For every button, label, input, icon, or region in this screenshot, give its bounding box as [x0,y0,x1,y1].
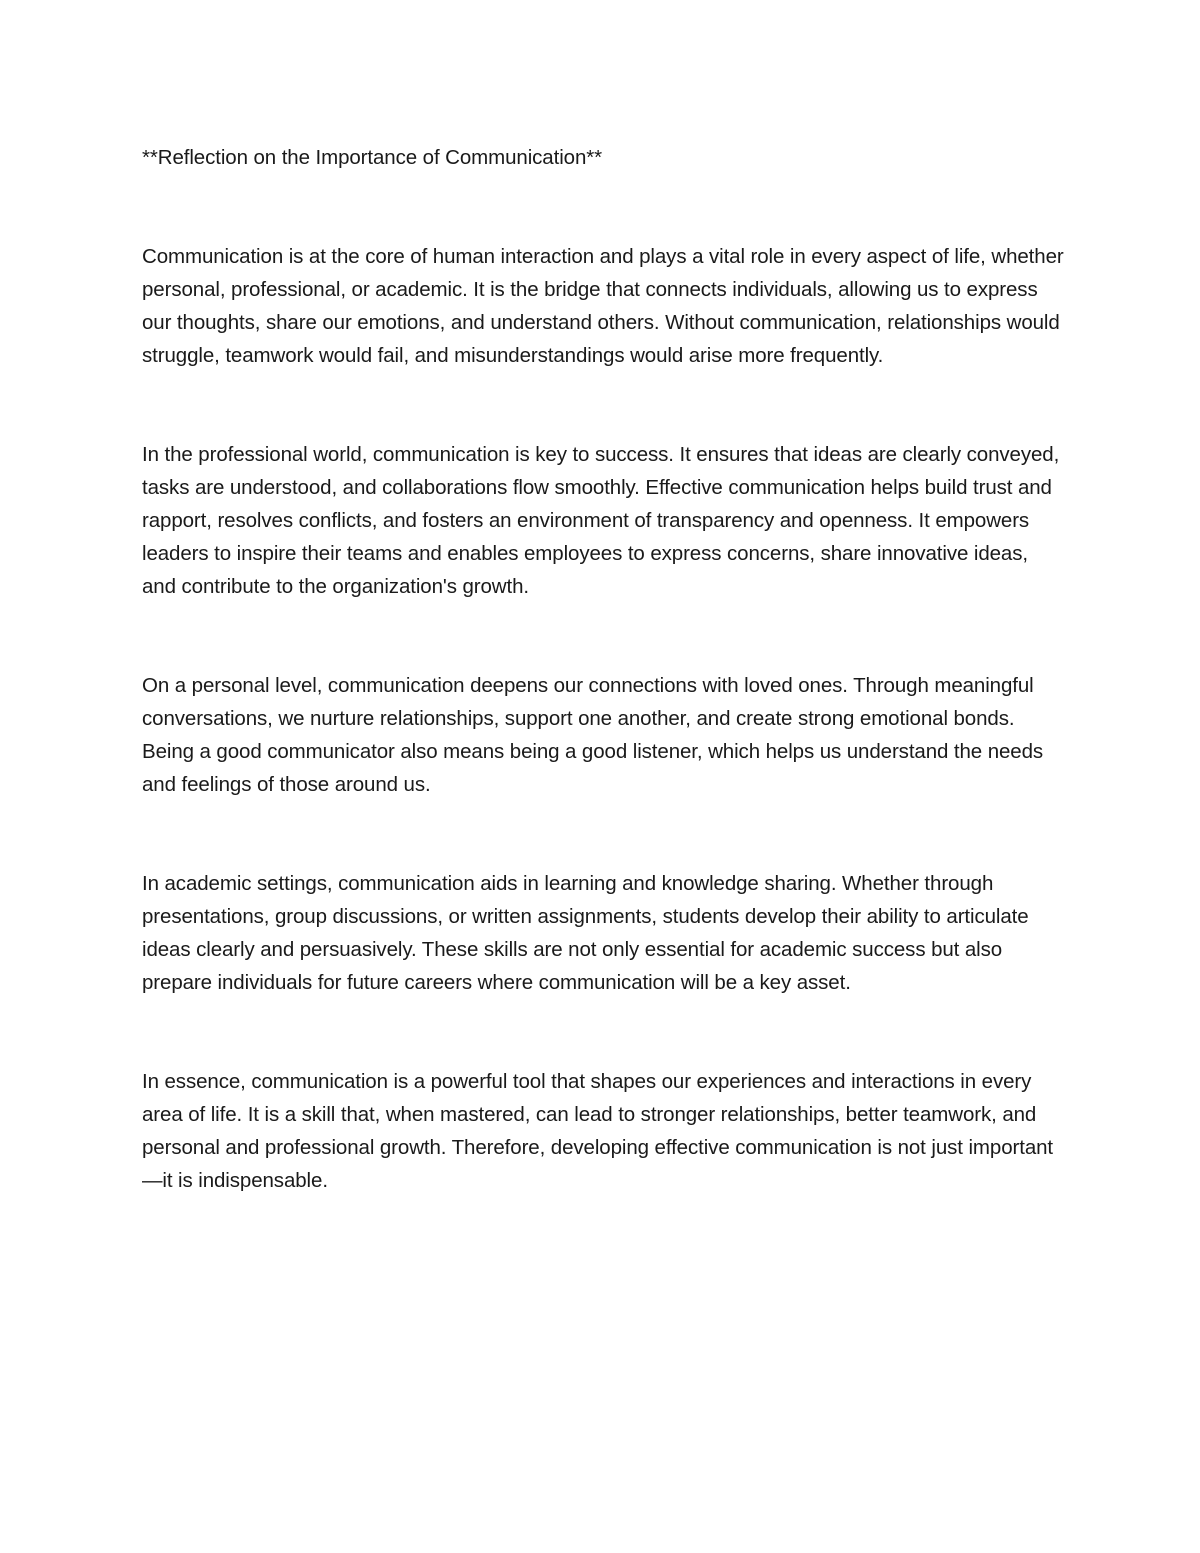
paragraph-professional: In the professional world, communication is key to success. It ensures that ideas are clearly conveyed, tasks are understood, and collaborations flow smoothly. Effective communication helps build trust and rapport, resolves conflicts, and fosters an environment of transparency and openness. It empowers leaders to inspire their teams and enables employees to express concerns, share innovative ideas, and contribute to the organization's growth. [142,443,1060,598]
paragraph-conclusion: In essence, communication is a powerful tool that shapes our experiences and interactions in every area of life. It is a skill that, when mastered, can lead to stronger relationships, better teamwork, and personal and professional growth. Therefore, developing effective communication is not just important—it is indispensable. [142,1070,1054,1192]
paragraph-personal: On a personal level, communication deepens our connections with loved ones. Through meaningful conversations, we nurture relationships, support one another, and create strong emotional bonds. Being a good communicator also means being a good listener, which helps us understand the needs and feelings of those around us. [142,674,1044,796]
paragraph-academic: In academic settings, communication aids in learning and knowledge sharing. Whether through presentations, group discussions, or written assignments, students develop their ability to articulate ideas clearly and persuasively. These skills are not only essential for academic success but also prepare individuals for future careers where communication will be a key asset. [142,872,1029,994]
paragraph-intro: Communication is at the core of human interaction and plays a vital role in every aspect of life, whether personal, professional, or academic. It is the bridge that connects individuals, allowing us to express our thoughts, share our emotions, and understand others. Without communication, relationships would struggle, teamwork would fail, and misunderstandings would arise more frequently. [142,245,1064,367]
document-body [142,141,1067,1197]
document-title: **Reflection on the Importance of Communication** [142,146,603,169]
